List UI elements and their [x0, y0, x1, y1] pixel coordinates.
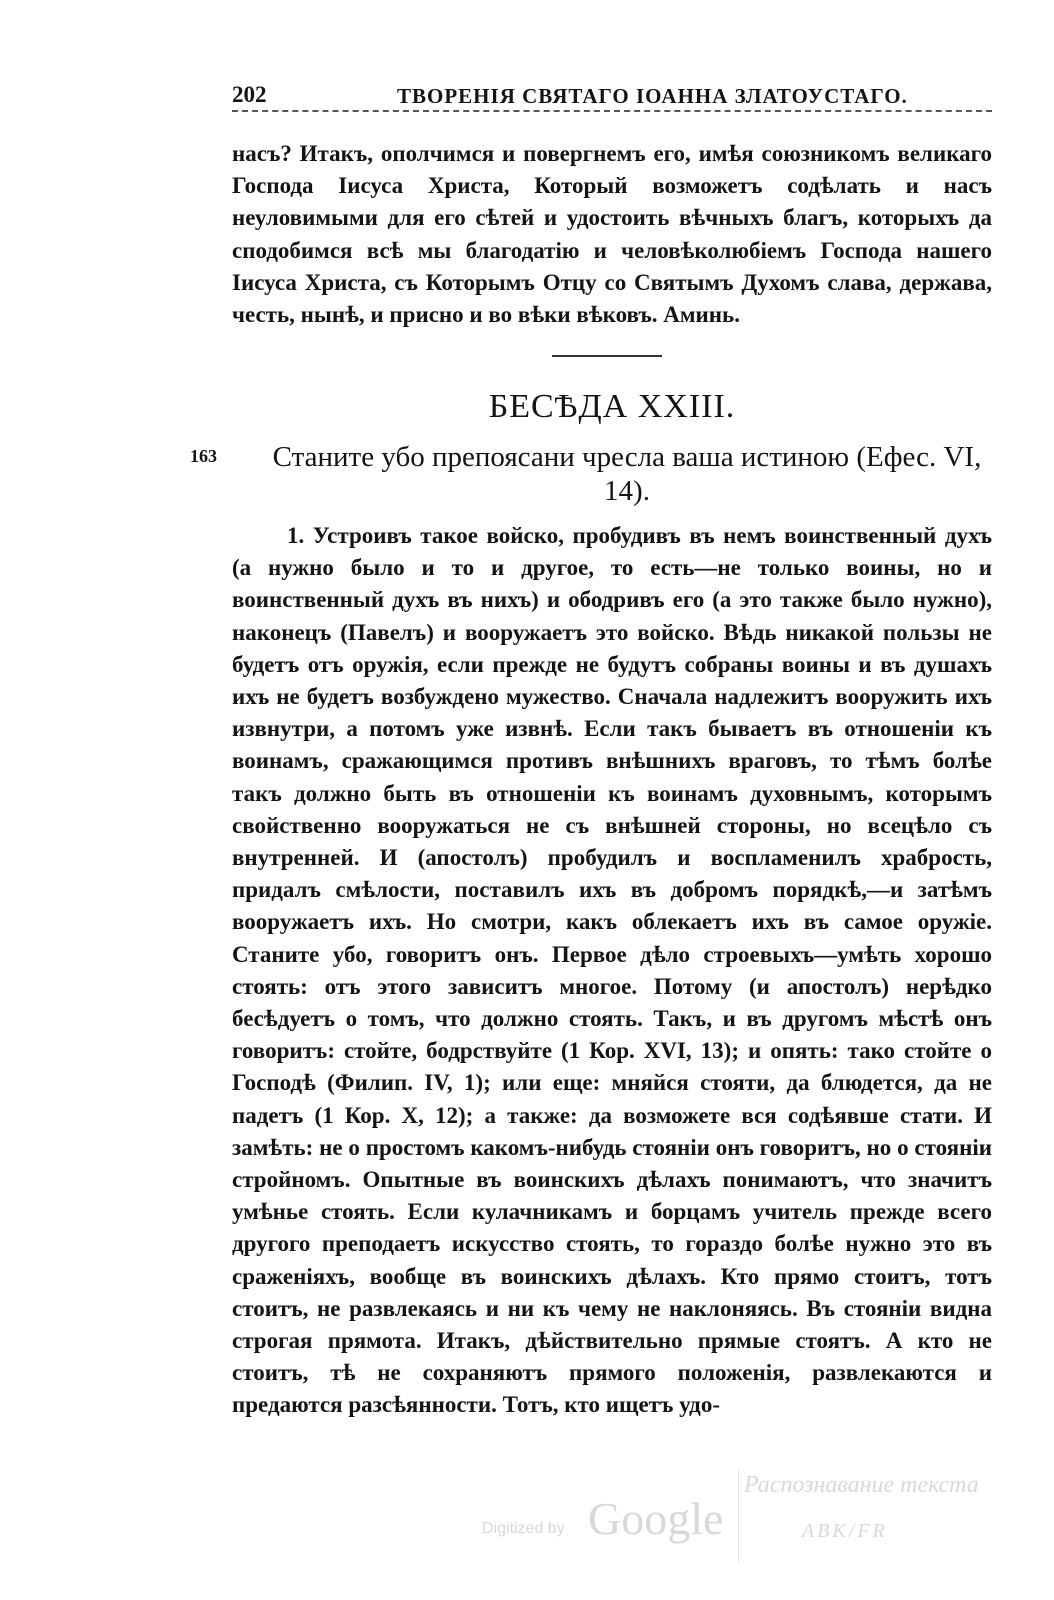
scan-watermark: [482, 1470, 1002, 1570]
running-head: [232, 82, 992, 110]
paragraph-closing: [232, 138, 992, 331]
homily-title: БЕСѢДА XXIII.: [488, 388, 736, 425]
running-title: ТВОРЕНІЯ СВЯТАГО ІОАННА ЗЛАТОУСТАГО.: [397, 84, 908, 108]
watermark-note: Распознавание текста: [744, 1472, 979, 1498]
epigraph: Станите убо препоясани чресла ваша истиною (Ефес. VI, 14).: [272, 441, 982, 507]
header-rule: [232, 110, 992, 112]
watermark-divider: [738, 1470, 739, 1562]
watermark-note-code: ABK/FR: [802, 1520, 888, 1542]
paragraph-main: [232, 520, 992, 1422]
margin-page-reference: 163: [190, 446, 217, 466]
watermark-digitized-text: Digitized by: [482, 1520, 565, 1537]
page-number: 202: [232, 82, 267, 107]
watermark-logo: Google: [588, 1493, 724, 1544]
section-separator: [552, 355, 662, 357]
paragraph-text: 1. Устроивъ такое войско, пробудивъ въ немъ воинственный духъ (а нужно было и то и другое, то есть—не только воины, но и воинственный духъ въ нихъ) и ободривъ его (а это также было нужно), наконецъ (Павелъ) и вооружаетъ это войско. Вѣдь никакой пользы не будетъ отъ оружія, если прежде не будутъ собраны воины и въ душахъ ихъ не будетъ возбуждено мужество. Сначала надлежитъ вооружить ихъ извнутри, а потомъ уже извнѣ. Если такъ бываетъ въ отношеніи къ воинамъ, сражающимся противъ внѣшнихъ враговъ, то тѣмъ болѣе такъ должно быть въ отношеніи къ воинамъ духовнымъ, которымъ свойственно вооружаться не съ внѣшней стороны, но всецѣло съ внутренней. И (апостолъ) пробудилъ и воспламенилъ храбрость, придалъ смѣлости, поставилъ ихъ въ добромъ порядкѣ,—и затѣмъ вооружаетъ ихъ. Но смотри, какъ облекаетъ ихъ въ самое оружіе. Станите убо, говоритъ онъ. Первое дѣло строевыхъ—умѣть хорошо стоять: отъ этого зависитъ многое. Потому (и апостолъ) нерѣдко бесѣдуетъ о томъ, что должно стоять. Такъ, и въ другомъ мѣстѣ онъ говоритъ: стойте, бодрствуйте (1 Кор. XVI, 13); и опять: тако стойте о Господѣ (Филип. IV, 1); или еще: мняйся стояти, да блюдется, да не падетъ (1 Кор. X, 12); а также: да возможете вся содѣявше стати. И замѣть: не о простомъ какомъ-нибудь стояніи онъ говоритъ, но о стояніи стройномъ. Опытные въ воинскихъ дѣлахъ понимаютъ, что значитъ умѣнье стоять. Если кулачникамъ и борцамъ учитель прежде всего другого преподаетъ искусство стоять, то гораздо болѣе нужно это въ сраженіяхъ, вообще въ воинскихъ дѣлахъ. Кто прямо стоитъ, тотъ стоитъ, не развлекаясь и ни къ чему не наклоняясь. Въ стояніи видна строгая прямота. Итакъ, дѣйствительно прямые стоятъ. А кто не стоитъ, тѣ не сохраняютъ прямого положенія, развлекаются и предаются разсѣянности. Тотъ, кто ищетъ удо-: [232, 523, 992, 1418]
paragraph-text: насъ? Итакъ, ополчимся и повергнемъ его, имѣя союзникомъ великаго Господа Іисуса Христа, Который возможетъ содѣлать и насъ неуловимыми для его сѣтей и удостоить вѣчныхъ благъ, которыхъ да сподобимся всѣ мы благодатію и человѣколюбіемъ Господа нашего Іисуса Христа, съ Которымъ Отцу со Святымъ Духомъ слава, держава, честь, нынѣ, и присно и во вѣки вѣковъ. Аминь.: [232, 141, 992, 328]
